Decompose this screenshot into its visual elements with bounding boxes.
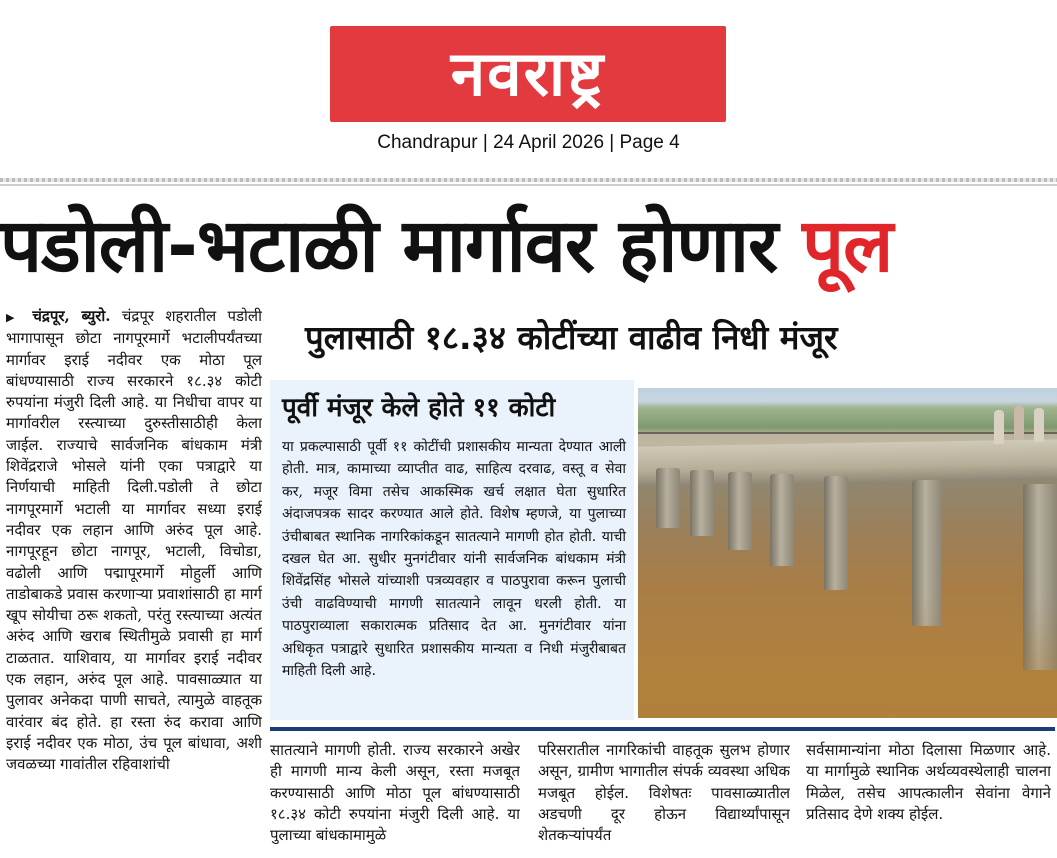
subheadline: पुलासाठी १८.३४ कोटींच्या वाढीव निधी मंजूर — [305, 318, 838, 357]
person-figure — [1014, 406, 1024, 440]
bridge-pier — [690, 470, 714, 536]
article-column-1 — [6, 306, 262, 858]
masthead-rule-thin — [0, 184, 1057, 186]
headline-main: पडोली-भटाळी मार्गावर होणार — [0, 203, 803, 289]
bridge-photo — [638, 388, 1057, 718]
sidebar-box — [270, 380, 634, 720]
bullet-triangle-icon: ▶ — [6, 311, 22, 324]
person-figure — [994, 410, 1004, 444]
section-divider — [270, 727, 1055, 731]
sidebar-text: या प्रकल्पासाठी पूर्वी ११ कोटींची प्रशासकीय मान्यता देण्यात आली होती. मात्र, कामाच्या व्याप्तीत वाढ, साहित्य दरवाढ, वस्तू व सेवा कर, मजूर विमा तसेच आकस्मिक खर्च लक्षात घेता सुधारित अंदाजपत्रक सादर करण्यात आले होते. विशेष म्हणजे, या पुलाच्या उंचीबाबत स्थानिक नागरिकांकडून सातत्याने मागणी होत होती. याची दखल घेत आ. सुधीर मुनगंटीवार यांनी सार्वजनिक बांधकाम मंत्री शिवेंद्रसिंह भोसले यांच्याशी पत्रव्यवहार व पाठपुरावा करून पुलाची उंची वाढविण्याची मागणी सातत्याने लावून धरली होती. या पाठपुराव्याला सकारात्मक प्रतिसाद देत आ. मुनगंटीवार यांना अधिकृत पत्राद्वारे सुधारित प्रशासकीय मान्यता व निधी मंजुरीबाबत माहिती दिली आहे. — [282, 439, 626, 680]
article-column-2: सातत्याने मागणी होती. राज्य सरकारने अखेर ही मागणी मान्य केली असून, रस्ता मजबूत करण्यासाठी आणि मोठा पूल बांधण्यासाठी १८.३४ कोटी रुपयांना मंजुरी दिली आहे. या पुलाच्या बांधकामामुळे — [270, 741, 520, 845]
bridge-pier — [656, 468, 680, 528]
article-column-1-text: चंद्रपूर शहरातील पडोली भागापासून छोटा नागपूरमार्गे भटालीपर्यंतच्या मार्गावर इराई नदीवर एक मोठा पूल बांधण्यासाठी राज्य सरकारने १८.३४ कोटी रुपयांना मंजुरी दिली आहे. या निधीचा वापर या मार्गावरील रस्त्याच्या दुरुस्तीसाठीही केला जाईल. राज्याचे सार्वजनिक बांधकाम मंत्री शिवेंद्रराजे भोसले यांनी एका पत्राद्वारे या निर्णयाची माहिती दिली.पडोली ते छोटा नागपूरमार्गे भटाली या मार्गावर सध्या इराई नदीवर एक लहान आणि अरुंद पूल आहे. नागपूरहून छोटा नागपूर, भटाली, विचोडा, वढोली आणि पद्मापूरमार्गे मोहुर्ली आणि ताडोबाकडे प्रवास करणाऱ्या प्रवाशांसाठी हा मार्ग खूप सोयीचा ठरू शकतो, परंतु रस्त्याच्या अत्यंत अरुंद आणि खराब स्थितीमुळे प्रवासी हा मार्ग टाळतात. याशिवाय, या मार्गावर इराई नदीवर एक लहान, अरुंद पूल आहे. पावसाळ्यात या पुलावर अनेकदा पाणी साचते, त्यामुळे वाहतूक वारंवार बंद होते. हा रस्ता रुंद करावा आणि इराई नदीवर एक मोठा, उंच पूल बांधावा, अशी जवळच्या गावांतील रहिवाशांची — [6, 307, 262, 774]
edition-dateline: Chandrapur | 24 April 2026 | Page 4 — [377, 132, 680, 153]
sidebar-title: पूर्वी मंजूर केले होते ११ कोटी — [282, 393, 556, 423]
masthead — [0, 0, 1057, 170]
headline — [0, 196, 1057, 296]
bridge-pier — [728, 472, 752, 550]
logo-text: नवराष्ट्र — [450, 37, 606, 110]
newspaper-logo — [330, 26, 726, 122]
article-dateline: चंद्रपूर, ब्युरो. — [32, 307, 111, 325]
article-column-3: परिसरातील नागरिकांची वाहतूक सुलभ होणार असून, ग्रामीण भागातील संपर्क व्यवस्था अधिक मजबूत होईल. विशेषतः पावसाळ्यातील अडचणी दूर होऊन विद्यार्थ्यांपासून शेतकऱ्यांपर्यंत — [538, 741, 790, 845]
bridge-pier — [770, 474, 794, 566]
article-column-4: सर्वसामान्यांना मोठा दिलासा मिळणार आहे. या मार्गामुळे स्थानिक अर्थव्यवस्थेलाही चालना मिळेल, तसेच आपत्कालीन सेवांना वेगाने प्रतिसाद देणे शक्य होईल. — [806, 741, 1051, 823]
bridge-pier — [824, 476, 848, 590]
masthead-rule — [0, 178, 1057, 182]
person-figure — [1034, 408, 1044, 442]
river-water — [638, 598, 1057, 718]
headline-accent: पूल — [802, 203, 893, 289]
